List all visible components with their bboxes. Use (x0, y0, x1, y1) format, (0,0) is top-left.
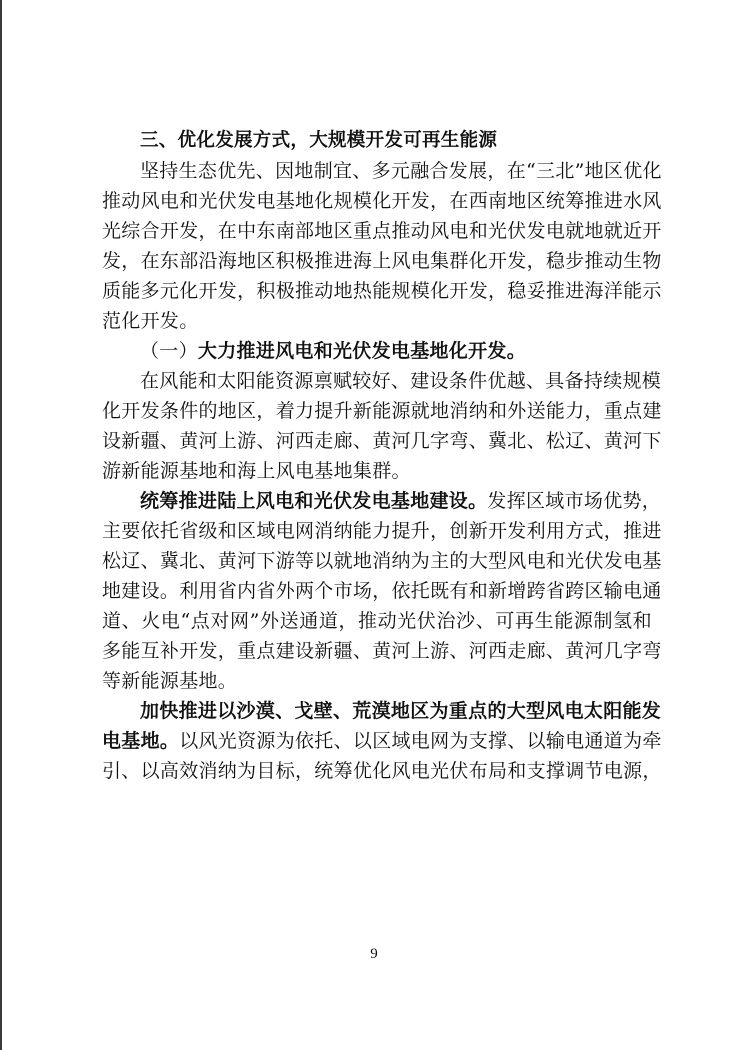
paragraph-line: 等新能源基地。 (102, 670, 238, 692)
section-heading: 三、优化发展方式，大规模开发可再生能源 (140, 130, 498, 151)
paragraph-line: 松辽、冀北、黄河下游等以就地消纳为主的大型风电和光伏发电基 (102, 550, 662, 572)
page-number: 9 (370, 946, 378, 962)
paragraph-line: 化开发条件的地区，着力提升新能源就地消纳和外送能力，重点建 (102, 400, 662, 422)
subsection-prefix: （一） (140, 340, 198, 362)
paragraph-lead: 加快推进以沙漠、戈壁、荒漠地区为重点的大型风电太阳能发 (140, 700, 662, 722)
paragraph-line: 引、以高效消纳为目标，统筹优化风电光伏布局和支撑调节电源， (102, 760, 662, 782)
paragraph-line: 推动风电和光伏发电基地化规模化开发，在西南地区统筹推进水风 (102, 190, 662, 212)
paragraph-line: 多能互补开发，重点建设新疆、黄河上游、河西走廊、黄河几字弯 (102, 640, 662, 662)
paragraph-line: 范化开发。 (102, 310, 199, 332)
paragraph-lead-rest: 发挥区域市场优势， (487, 490, 662, 512)
paragraph-line: 设新疆、黄河上游、河西走廊、黄河几字弯、冀北、松辽、黄河下 (102, 430, 662, 452)
paragraph-line: 在风能和太阳能资源禀赋较好、建设条件优越、具备持续规模 (140, 370, 662, 392)
paragraph-line: 主要依托省级和区域电网消纳能力提升，创新开发利用方式，推进 (102, 520, 662, 542)
paragraph-lead: 统筹推进陆上风电和光伏发电基地建设。 (140, 490, 488, 512)
paragraph-line: 光综合开发，在中东南部地区重点推动风电和光伏发电就地就近开 (102, 220, 662, 242)
paragraph-lead-tail: 电基地。 (102, 730, 180, 752)
paragraph-tail-rest: 以风光资源为依托、以区域电网为支撑、以输电通道为牵 (179, 730, 662, 752)
paragraph-line: 道、火电“点对网”外送通道，推动光伏治沙、可再生能源制氢和 (102, 610, 652, 632)
paragraph-line: 游新能源基地和海上风电基地集群。 (102, 460, 411, 482)
paragraph-3 (102, 486, 662, 696)
paragraph-line: 质能多元化开发，积极推动地热能规模化开发，稳妥推进海洋能示 (102, 280, 662, 302)
paragraph-line (102, 726, 662, 756)
page-left-border (0, 0, 2, 1050)
subsection-title: 大力推进风电和光伏发电基地化开发。 (197, 340, 527, 362)
document-body (102, 126, 662, 786)
paragraph-line: 地建设。利用省内省外两个市场，依托既有和新增跨省跨区输电通 (102, 580, 662, 602)
paragraph-2 (102, 366, 662, 486)
paragraph-4 (102, 696, 662, 786)
subsection-heading (102, 336, 652, 366)
paragraph-1 (102, 156, 662, 336)
paragraph-lead-line (102, 486, 662, 516)
paragraph-line: 坚持生态优先、因地制宜、多元融合发展，在“三北”地区优化 (140, 160, 662, 182)
paragraph-line: 发，在东部沿海地区积极推进海上风电集群化开发，稳步推动生物 (102, 250, 662, 272)
